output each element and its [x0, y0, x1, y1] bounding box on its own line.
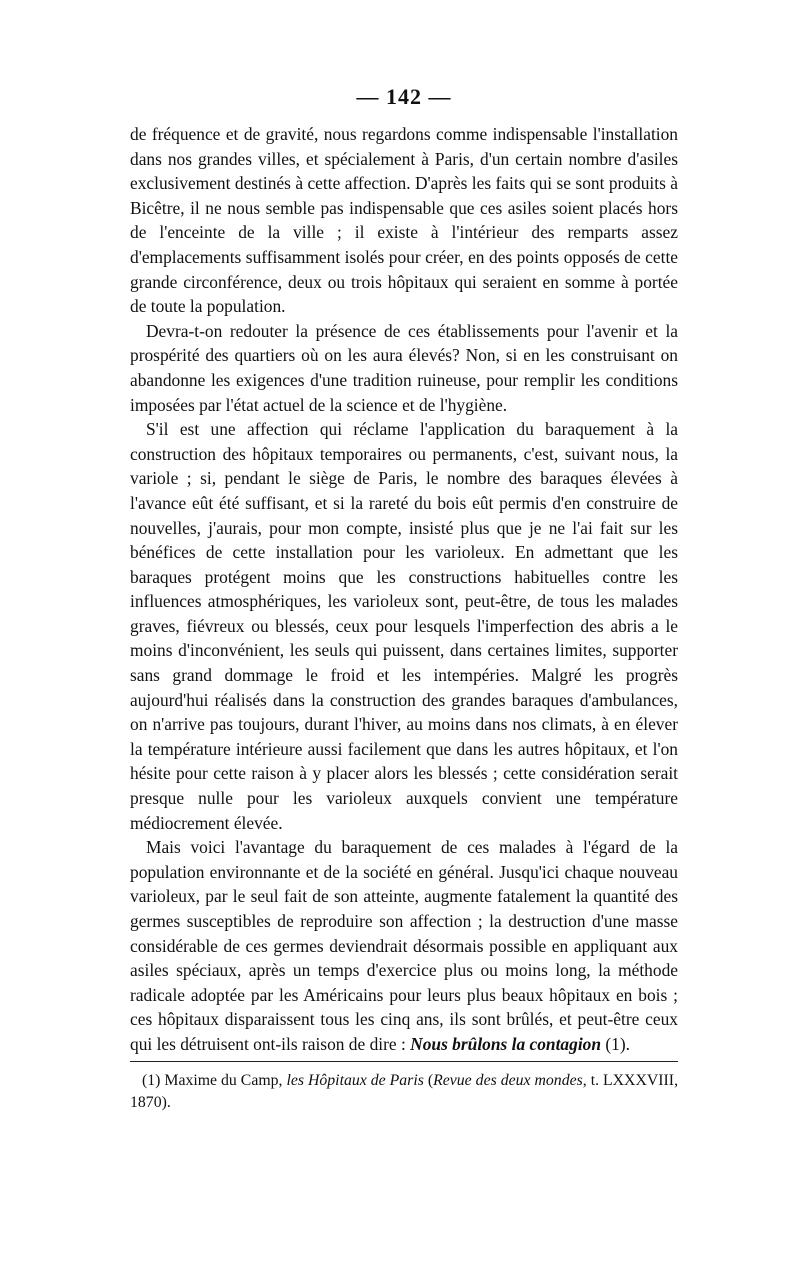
body-text	[130, 122, 678, 1057]
footnote-source: Revue des deux mondes	[433, 1071, 583, 1089]
footnote-source-open: (	[423, 1071, 434, 1089]
paragraph-2: Devra-t-on redouter la présence de ces établissements pour l'avenir et la prospérité des quartiers où on les aura élevés? Non, si en les construisant on abandonne les exigences d'une tradition ruineuse, pour remplir les conditions imposées par l'état actuel de la science et de l'hygiène.	[130, 320, 678, 415]
quote-footnote-ref: (1).	[601, 1033, 630, 1054]
paragraph-3: S'il est une affection qui réclame l'application du baraquement à la construction des hôpitaux temporaires ou permanents, c'est, suivant nous, la variole ; si, pendant le siège de Paris, le nombre des baraques élevées à l'avance eût été suffisant, et si la rareté du bois eût permis d'en construire de nouvelles, j'aurais, pour mon compte, insisté plus que je ne l'ai fait sur les bénéfices de cette installation pour les varioleux. En admettant que les baraques protégent moins que les constructions habituelles contre les influences atmosphériques, les varioleux sont, peut-être, de tous les malades graves, fiévreux ou blessés, ceux pour lesquels l'imperfection des abris a le moins d'inconvénient, les seuls qui puissent, dans certaines limites, supporter sans grand dommage le froid et les intempéries. Malgré les progrès aujourd'hui réalisés dans la construction des grandes baraques d'ambulances, on n'arrive pas toujours, durant l'hiver, au moins dans nos climats, à en élever la température intérieure aussi facilement que dans les autres hôpitaux, et l'on hésite pour cette raison à y placer alors les blessés ; cette considération serait presque nulle pour les varioleux auxquels convient une température médiocrement élevée.	[130, 419, 678, 833]
footnote	[130, 1070, 678, 1114]
footnote-source-close: , t. LXXXVIII, 1870).	[130, 1071, 679, 1111]
document-page	[130, 82, 678, 1114]
footnote-author: Maxime du Camp,	[160, 1071, 287, 1089]
paragraph-4-text: Mais voici l'avantage du baraquement de ces malades à l'égard de la population environnante et de la société en général. Jusqu'ici chaque nouveau varioleux, par le seul fait de son atteinte, augmente fatalement la quantité des germes susceptibles de reproduire son affection ; la destruction d'une masse considérable de ces germes deviendrait désormais possible en appliquant aux asiles spéciaux, après un temps d'exercice plus ou moins long, la méthode radicale adoptée par les Américains pour leurs plus beaux hôpitaux en bois ; ces hôpitaux disparaissent tous les cinq ans, ils sont brûlés, et peut-être ceux qui les détruisent ont-ils raison de dire :	[130, 837, 678, 1054]
footnote-marker: (1)	[142, 1071, 161, 1089]
paragraph-1: de fréquence et de gravité, nous regardons comme indispensable l'installation dans nos grandes villes, et spécialement à Paris, d'un certain nombre d'asiles exclusivement destinés à cette affection. D'après les faits qui se sont produits à Bicêtre, il ne nous semble pas indispensable que ces asiles soient placés hors de l'enceinte de la ville ; il existe à l'intérieur des remparts assez d'emplacements suffisamment isolés pour créer, en des points opposés de cette grande circonférence, deux ou trois hôpitaux qui seraient en somme à portée de toute la population.	[130, 124, 678, 317]
page-number: — 142 —	[356, 84, 452, 109]
quote-text: Nous brûlons la contagion	[410, 1033, 602, 1054]
footnote-divider	[130, 1061, 678, 1062]
paragraph-4	[130, 835, 678, 1056]
footnote-title: les Hôpitaux de Paris	[286, 1071, 424, 1089]
